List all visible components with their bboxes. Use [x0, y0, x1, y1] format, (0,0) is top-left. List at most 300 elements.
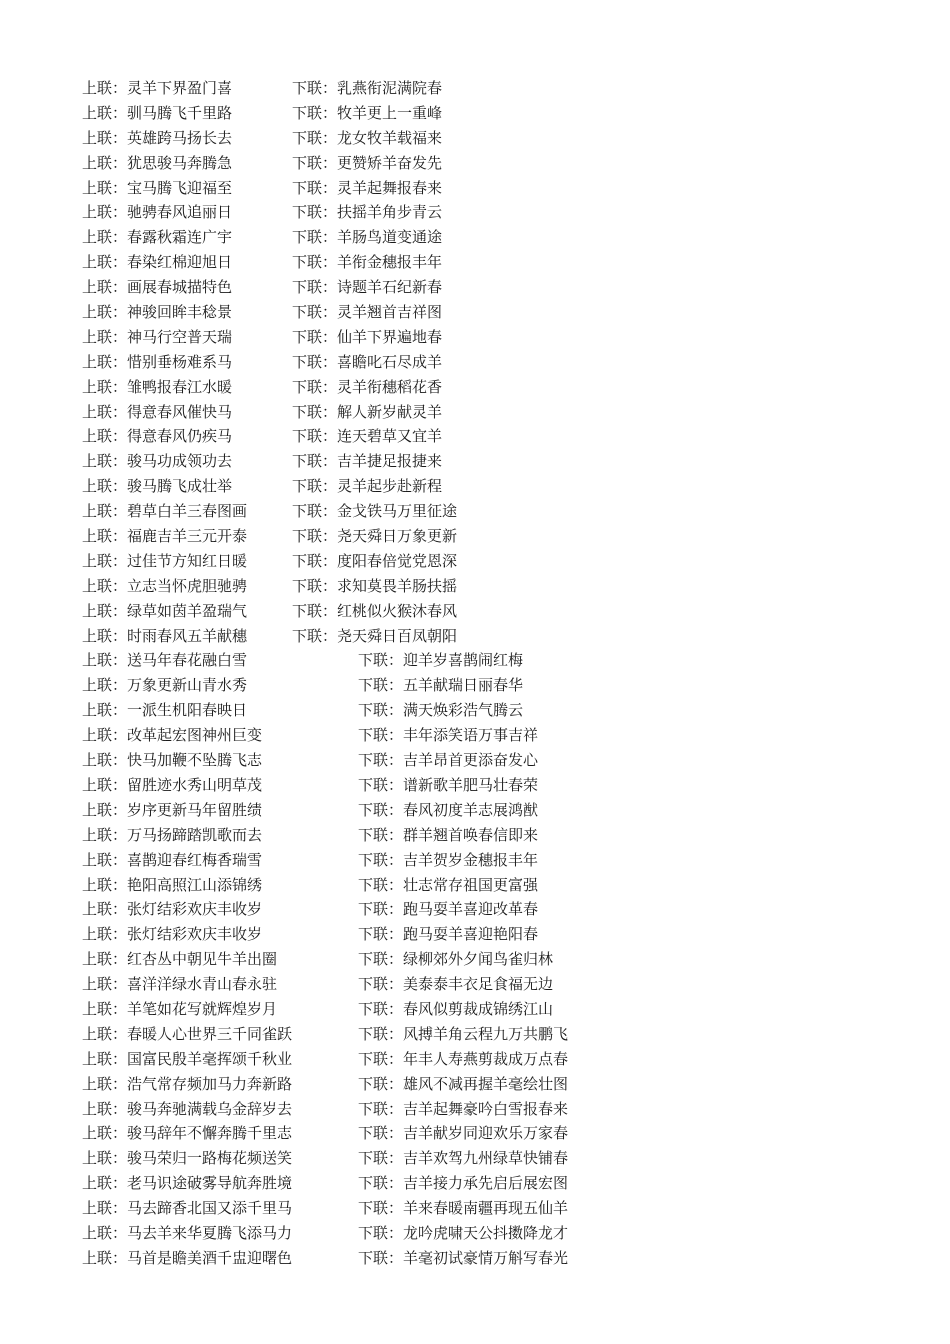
upper-line-text: 张灯结彩欢庆丰收岁	[127, 925, 263, 944]
lower-line	[358, 1072, 568, 1097]
lower-line	[292, 151, 442, 176]
lower-line	[358, 1022, 568, 1047]
upper-line	[82, 1072, 292, 1097]
couplet-row	[82, 823, 642, 848]
upper-prefix-label: 上联：	[82, 203, 128, 222]
upper-line	[82, 1146, 292, 1171]
upper-prefix-label: 上联：	[82, 1199, 128, 1218]
lower-line	[358, 997, 553, 1022]
upper-prefix-label: 上联：	[82, 850, 128, 869]
lower-line-text: 春风似剪裁成锦绣江山	[403, 999, 554, 1018]
lower-prefix-label: 下联：	[358, 701, 404, 720]
lower-line-text: 红桃似火猴沐春风	[337, 601, 458, 620]
couplet-row	[82, 499, 642, 524]
upper-line	[82, 250, 232, 275]
lower-prefix-label: 下联：	[292, 303, 338, 322]
lower-prefix-label: 下联：	[292, 502, 338, 521]
lower-line	[292, 449, 442, 474]
upper-prefix-label: 上联：	[82, 278, 128, 297]
upper-line-text: 春露秋霜连广宇	[127, 228, 233, 247]
upper-prefix-label: 上联：	[82, 402, 128, 421]
lower-prefix-label: 下联：	[358, 975, 404, 994]
lower-prefix-label: 下联：	[292, 178, 338, 197]
upper-line-text: 喜鹊迎春红梅香瑞雪	[127, 850, 263, 869]
upper-line	[82, 997, 277, 1022]
upper-line	[82, 275, 232, 300]
lower-prefix-label: 下联：	[292, 103, 338, 122]
lower-prefix-label: 下联：	[292, 327, 338, 346]
lower-line	[358, 897, 538, 922]
upper-prefix-label: 上联：	[82, 153, 128, 172]
lower-prefix-label: 下联：	[358, 1049, 404, 1068]
lower-prefix-label: 下联：	[292, 601, 338, 620]
lower-line-text: 龙女牧羊载福来	[337, 128, 443, 147]
upper-line-text: 快马加鞭不坠腾飞志	[127, 751, 263, 770]
upper-line-text: 万象更新山青水秀	[127, 676, 248, 695]
lower-line-text: 更赞矫羊奋发先	[337, 153, 443, 172]
upper-line-text: 春暖人心世界三千同雀跃	[127, 1024, 293, 1043]
lower-prefix-label: 下联：	[358, 1124, 404, 1143]
lower-line-text: 迎羊岁喜鹊闹红梅	[403, 651, 524, 670]
upper-line	[82, 599, 247, 624]
couplet-row	[82, 748, 642, 773]
upper-line	[82, 723, 262, 748]
upper-line-text: 福鹿吉羊三元开泰	[127, 527, 248, 546]
lower-line-text: 羊衔金穗报丰年	[337, 253, 443, 272]
upper-line-text: 驯马腾飞千里路	[127, 103, 233, 122]
couplet-row	[82, 549, 642, 574]
upper-prefix-label: 上联：	[82, 1248, 128, 1267]
upper-line	[82, 574, 247, 599]
couplet-row	[82, 673, 642, 698]
lower-line-text: 风搏羊角云程九万共鹏飞	[403, 1024, 569, 1043]
upper-prefix-label: 上联：	[82, 1074, 128, 1093]
lower-line	[358, 1221, 568, 1246]
upper-line	[82, 1022, 292, 1047]
lower-line-text: 诗题羊石纪新春	[337, 278, 443, 297]
lower-line	[292, 574, 457, 599]
lower-line-text: 跑马耍羊喜迎改革春	[403, 900, 539, 919]
upper-line-text: 喜洋洋绿水青山春永驻	[127, 975, 278, 994]
upper-line	[82, 1047, 292, 1072]
lower-line-text: 解人新岁献灵羊	[337, 402, 443, 421]
upper-line	[82, 773, 262, 798]
upper-line-text: 过佳节方知红日暖	[127, 551, 248, 570]
lower-prefix-label: 下联：	[292, 402, 338, 421]
upper-line	[82, 350, 232, 375]
upper-line	[82, 922, 262, 947]
lower-prefix-label: 下联：	[292, 576, 338, 595]
upper-line	[82, 748, 262, 773]
upper-prefix-label: 上联：	[82, 1149, 128, 1168]
lower-line	[358, 1097, 568, 1122]
upper-line-text: 神马行空普天瑞	[127, 327, 233, 346]
lower-line-text: 雄风不减再握羊毫绘壮图	[403, 1074, 569, 1093]
lower-line-text: 美泰泰丰衣足食福无边	[403, 975, 554, 994]
lower-prefix-label: 下联：	[292, 79, 338, 97]
upper-line	[82, 225, 232, 250]
upper-prefix-label: 上联：	[82, 701, 128, 720]
lower-prefix-label: 下联：	[358, 850, 404, 869]
couplet-row	[82, 1246, 642, 1271]
upper-line	[82, 524, 247, 549]
lower-line	[292, 200, 442, 225]
lower-prefix-label: 下联：	[292, 228, 338, 247]
lower-line-text: 尧天舜日万象更新	[337, 527, 458, 546]
lower-line	[292, 474, 442, 499]
upper-prefix-label: 上联：	[82, 651, 128, 670]
couplet-row	[82, 1171, 642, 1196]
lower-prefix-label: 下联：	[358, 775, 404, 794]
lower-prefix-label: 下联：	[358, 875, 404, 894]
couplet-row	[82, 997, 642, 1022]
lower-line-text: 羊来春暖南疆再现五仙羊	[403, 1199, 569, 1218]
lower-line-text: 金戈铁马万里征途	[337, 502, 458, 521]
lower-line-text: 度阳春倍觉党恩深	[337, 551, 458, 570]
lower-line	[358, 648, 523, 673]
lower-line	[358, 673, 523, 698]
upper-line-text: 送马年春花融白雪	[127, 651, 248, 670]
lower-prefix-label: 下联：	[292, 452, 338, 471]
upper-line-text: 羊笔如花写就辉煌岁月	[127, 999, 278, 1018]
upper-prefix-label: 上联：	[82, 427, 128, 446]
couplet-row	[82, 947, 642, 972]
upper-prefix-label: 上联：	[82, 551, 128, 570]
couplet-row	[82, 972, 642, 997]
upper-line-text: 得意春风催快马	[127, 402, 233, 421]
upper-prefix-label: 上联：	[82, 626, 128, 645]
lower-prefix-label: 下联：	[358, 651, 404, 670]
lower-prefix-label: 下联：	[358, 1074, 404, 1093]
couplet-row	[82, 151, 642, 176]
couplet-row	[82, 873, 642, 898]
upper-line-text: 骏马奔驰满载乌金辞岁去	[127, 1099, 293, 1118]
upper-prefix-label: 上联：	[82, 527, 128, 546]
lower-prefix-label: 下联：	[292, 551, 338, 570]
upper-line	[82, 300, 232, 325]
upper-line	[82, 972, 277, 997]
upper-prefix-label: 上联：	[82, 103, 128, 122]
lower-prefix-label: 下联：	[358, 999, 404, 1018]
upper-prefix-label: 上联：	[82, 79, 128, 97]
upper-prefix-label: 上联：	[82, 775, 128, 794]
lower-line	[292, 524, 457, 549]
lower-line-text: 年丰人寿燕剪裁成万点春	[403, 1049, 569, 1068]
upper-line-text: 画展春城描特色	[127, 278, 233, 297]
upper-line-text: 马去羊来华夏腾飞添马力	[127, 1223, 293, 1242]
lower-line	[358, 947, 553, 972]
couplet-row	[82, 400, 642, 425]
lower-prefix-label: 下联：	[358, 751, 404, 770]
upper-line	[82, 1246, 292, 1271]
upper-line	[82, 1097, 292, 1122]
lower-line-text: 吉羊昂首更添奋发心	[403, 751, 539, 770]
upper-line-text: 马首是瞻美酒千盅迎曙色	[127, 1248, 293, 1267]
lower-prefix-label: 下联：	[358, 925, 404, 944]
lower-line	[292, 300, 442, 325]
upper-line-text: 时雨春风五羊献穗	[127, 626, 248, 645]
lower-line	[358, 1121, 568, 1146]
lower-line-text: 连天碧草又宜羊	[337, 427, 443, 446]
lower-line	[358, 748, 538, 773]
lower-prefix-label: 下联：	[358, 1199, 404, 1218]
lower-prefix-label: 下联：	[358, 800, 404, 819]
lower-line-text: 仙羊下界遍地春	[337, 327, 443, 346]
lower-prefix-label: 下联：	[292, 153, 338, 172]
lower-line	[292, 599, 457, 624]
lower-line-text: 跑马耍羊喜迎艳阳春	[403, 925, 539, 944]
lower-line	[358, 1047, 568, 1072]
upper-line	[82, 126, 232, 151]
lower-line	[292, 375, 442, 400]
upper-line-text: 张灯结彩欢庆丰收岁	[127, 900, 263, 919]
lower-line-text: 求知莫畏羊肠扶摇	[337, 576, 458, 595]
upper-line	[82, 400, 232, 425]
couplet-row	[82, 848, 642, 873]
upper-line	[82, 1196, 292, 1221]
couplet-row	[82, 648, 642, 673]
upper-line-text: 春染红棉迎旭日	[127, 253, 233, 272]
lower-prefix-label: 下联：	[292, 352, 338, 371]
couplet-row	[82, 624, 642, 649]
upper-prefix-label: 上联：	[82, 950, 128, 969]
upper-line	[82, 200, 232, 225]
couplet-row	[82, 176, 642, 201]
upper-prefix-label: 上联：	[82, 576, 128, 595]
upper-prefix-label: 上联：	[82, 825, 128, 844]
upper-line	[82, 325, 232, 350]
lower-prefix-label: 下联：	[358, 900, 404, 919]
couplet-row	[82, 126, 642, 151]
upper-line-text: 国富民殷羊毫挥颂千秋业	[127, 1049, 293, 1068]
upper-prefix-label: 上联：	[82, 999, 128, 1018]
lower-prefix-label: 下联：	[292, 477, 338, 496]
upper-line	[82, 449, 232, 474]
lower-line	[292, 325, 442, 350]
lower-line	[358, 873, 538, 898]
lower-line	[358, 848, 538, 873]
couplet-row	[82, 101, 642, 126]
upper-line	[82, 424, 232, 449]
couplet-row	[82, 350, 642, 375]
upper-line-text: 岁序更新马年留胜绩	[127, 800, 263, 819]
couplet-row	[82, 922, 642, 947]
upper-line	[82, 873, 262, 898]
upper-line-text: 骏马腾飞成壮举	[127, 477, 233, 496]
lower-line-text: 喜瞻叱石尽成羊	[337, 352, 443, 371]
upper-line-text: 犹思骏马奔腾急	[127, 153, 233, 172]
upper-line	[82, 624, 247, 649]
upper-prefix-label: 上联：	[82, 1099, 128, 1118]
lower-line	[358, 1246, 568, 1271]
lower-line	[292, 176, 442, 201]
couplet-row	[82, 1146, 642, 1171]
couplet-row	[82, 1221, 642, 1246]
lower-prefix-label: 下联：	[358, 676, 404, 695]
upper-line-text: 惜别垂杨难系马	[127, 352, 233, 371]
lower-line-text: 绿柳郊外夕闻鸟雀归林	[403, 950, 554, 969]
lower-line	[292, 225, 442, 250]
upper-line-text: 骏马荣归一路梅花频送笑	[127, 1149, 293, 1168]
upper-line-text: 马去蹄香北国又添千里马	[127, 1199, 293, 1218]
upper-prefix-label: 上联：	[82, 1049, 128, 1068]
lower-line-text: 龙吟虎啸天公抖擞降龙才	[403, 1223, 569, 1242]
upper-line	[82, 151, 232, 176]
lower-prefix-label: 下联：	[292, 278, 338, 297]
couplet-row	[82, 798, 642, 823]
upper-line	[82, 499, 247, 524]
lower-line-text: 羊肠鸟道变通途	[337, 228, 443, 247]
upper-line-text: 留胜迹水秀山明草茂	[127, 775, 263, 794]
couplet-row	[82, 574, 642, 599]
upper-prefix-label: 上联：	[82, 352, 128, 371]
couplet-row	[82, 250, 642, 275]
lower-line	[292, 350, 442, 375]
upper-line	[82, 101, 232, 126]
upper-line	[82, 673, 247, 698]
upper-prefix-label: 上联：	[82, 377, 128, 396]
upper-line-text: 改革起宏图神州巨变	[127, 726, 263, 745]
lower-line	[358, 823, 538, 848]
couplet-row	[82, 225, 642, 250]
lower-line-text: 羊毫初试豪情万斛写春光	[403, 1248, 569, 1267]
lower-prefix-label: 下联：	[358, 950, 404, 969]
upper-line	[82, 375, 232, 400]
lower-line	[358, 1196, 568, 1221]
upper-prefix-label: 上联：	[82, 327, 128, 346]
couplet-row	[82, 897, 642, 922]
couplet-list	[82, 76, 642, 1271]
upper-line	[82, 798, 262, 823]
couplet-row	[82, 76, 642, 101]
upper-prefix-label: 上联：	[82, 1223, 128, 1242]
couplet-row	[82, 723, 642, 748]
upper-prefix-label: 上联：	[82, 303, 128, 322]
upper-line-text: 宝马腾飞迎福至	[127, 178, 233, 197]
upper-line-text: 碧草白羊三春图画	[127, 502, 248, 521]
lower-line	[358, 1171, 568, 1196]
upper-line	[82, 947, 277, 972]
lower-prefix-label: 下联：	[358, 1174, 404, 1193]
lower-line	[292, 424, 442, 449]
lower-prefix-label: 下联：	[358, 825, 404, 844]
lower-prefix-label: 下联：	[292, 626, 338, 645]
lower-line-text: 牧羊更上一重峰	[337, 103, 443, 122]
lower-line-text: 灵羊衔穗稻花香	[337, 377, 443, 396]
upper-line-text: 艳阳高照江山添锦绣	[127, 875, 263, 894]
couplet-row	[82, 1022, 642, 1047]
upper-line-text: 雏鸭报春江水暖	[127, 377, 233, 396]
lower-line	[292, 549, 457, 574]
couplet-row	[82, 375, 642, 400]
lower-prefix-label: 下联：	[292, 128, 338, 147]
upper-prefix-label: 上联：	[82, 128, 128, 147]
upper-line-text: 绿草如茵羊盈瑞气	[127, 601, 248, 620]
couplet-row	[82, 524, 642, 549]
upper-prefix-label: 上联：	[82, 751, 128, 770]
lower-line	[292, 400, 442, 425]
upper-line-text: 红杏丛中朝见牛羊出圈	[127, 950, 278, 969]
lower-line	[358, 773, 538, 798]
upper-line	[82, 474, 232, 499]
upper-prefix-label: 上联：	[82, 502, 128, 521]
couplet-row	[82, 1097, 642, 1122]
lower-line-text: 吉羊起舞豪吟白雪报春来	[403, 1099, 569, 1118]
lower-line	[292, 126, 442, 151]
upper-prefix-label: 上联：	[82, 1174, 128, 1193]
lower-line	[292, 76, 442, 101]
lower-line	[358, 798, 538, 823]
upper-prefix-label: 上联：	[82, 228, 128, 247]
upper-prefix-label: 上联：	[82, 800, 128, 819]
lower-line-text: 五羊献瑞日丽春华	[403, 676, 524, 695]
upper-line	[82, 1221, 292, 1246]
upper-line-text: 立志当怀虎胆驰骋	[127, 576, 248, 595]
upper-prefix-label: 上联：	[82, 601, 128, 620]
lower-line	[358, 698, 523, 723]
lower-line	[292, 624, 457, 649]
upper-prefix-label: 上联：	[82, 875, 128, 894]
upper-line-text: 万马扬蹄踏凯歌而去	[127, 825, 263, 844]
upper-line	[82, 176, 232, 201]
upper-line-text: 英雄跨马扬长去	[127, 128, 233, 147]
upper-line	[82, 897, 262, 922]
couplet-row	[82, 773, 642, 798]
lower-line-text: 吉羊献岁同迎欢乐万家春	[403, 1124, 569, 1143]
lower-line-text: 吉羊欢驾九州绿草快铺春	[403, 1149, 569, 1168]
lower-line-text: 壮志常存祖国更富强	[403, 875, 539, 894]
couplet-row	[82, 1072, 642, 1097]
lower-line-text: 灵羊起舞报春来	[337, 178, 443, 197]
couplet-row	[82, 424, 642, 449]
upper-line	[82, 1171, 292, 1196]
lower-line-text: 群羊翘首唤春信即来	[403, 825, 539, 844]
lower-line-text: 吉羊捷足报捷来	[337, 452, 443, 471]
upper-prefix-label: 上联：	[82, 726, 128, 745]
upper-prefix-label: 上联：	[82, 477, 128, 496]
upper-prefix-label: 上联：	[82, 1124, 128, 1143]
upper-prefix-label: 上联：	[82, 1024, 128, 1043]
lower-line-text: 灵羊起步赴新程	[337, 477, 443, 496]
lower-line	[358, 972, 553, 997]
upper-line	[82, 1121, 292, 1146]
lower-line-text: 乳燕衔泥满院春	[337, 79, 443, 97]
couplet-row	[82, 275, 642, 300]
couplet-row	[82, 449, 642, 474]
upper-line-text: 一派生机阳春映日	[127, 701, 248, 720]
upper-line-text: 得意春风仍疾马	[127, 427, 233, 446]
upper-line-text: 浩气常存频加马力奔新路	[127, 1074, 293, 1093]
lower-line-text: 春风初度羊志展鸿猷	[403, 800, 539, 819]
lower-prefix-label: 下联：	[292, 427, 338, 446]
lower-prefix-label: 下联：	[292, 203, 338, 222]
upper-prefix-label: 上联：	[82, 676, 128, 695]
upper-line	[82, 823, 262, 848]
lower-line-text: 吉羊贺岁金穗报丰年	[403, 850, 539, 869]
lower-prefix-label: 下联：	[292, 253, 338, 272]
upper-line	[82, 76, 232, 101]
couplet-row	[82, 1047, 642, 1072]
lower-line	[358, 922, 538, 947]
lower-prefix-label: 下联：	[358, 1248, 404, 1267]
lower-prefix-label: 下联：	[292, 527, 338, 546]
lower-line	[292, 101, 442, 126]
upper-prefix-label: 上联：	[82, 452, 128, 471]
upper-prefix-label: 上联：	[82, 253, 128, 272]
upper-prefix-label: 上联：	[82, 900, 128, 919]
upper-line	[82, 648, 247, 673]
lower-line-text: 灵羊翘首吉祥图	[337, 303, 443, 322]
